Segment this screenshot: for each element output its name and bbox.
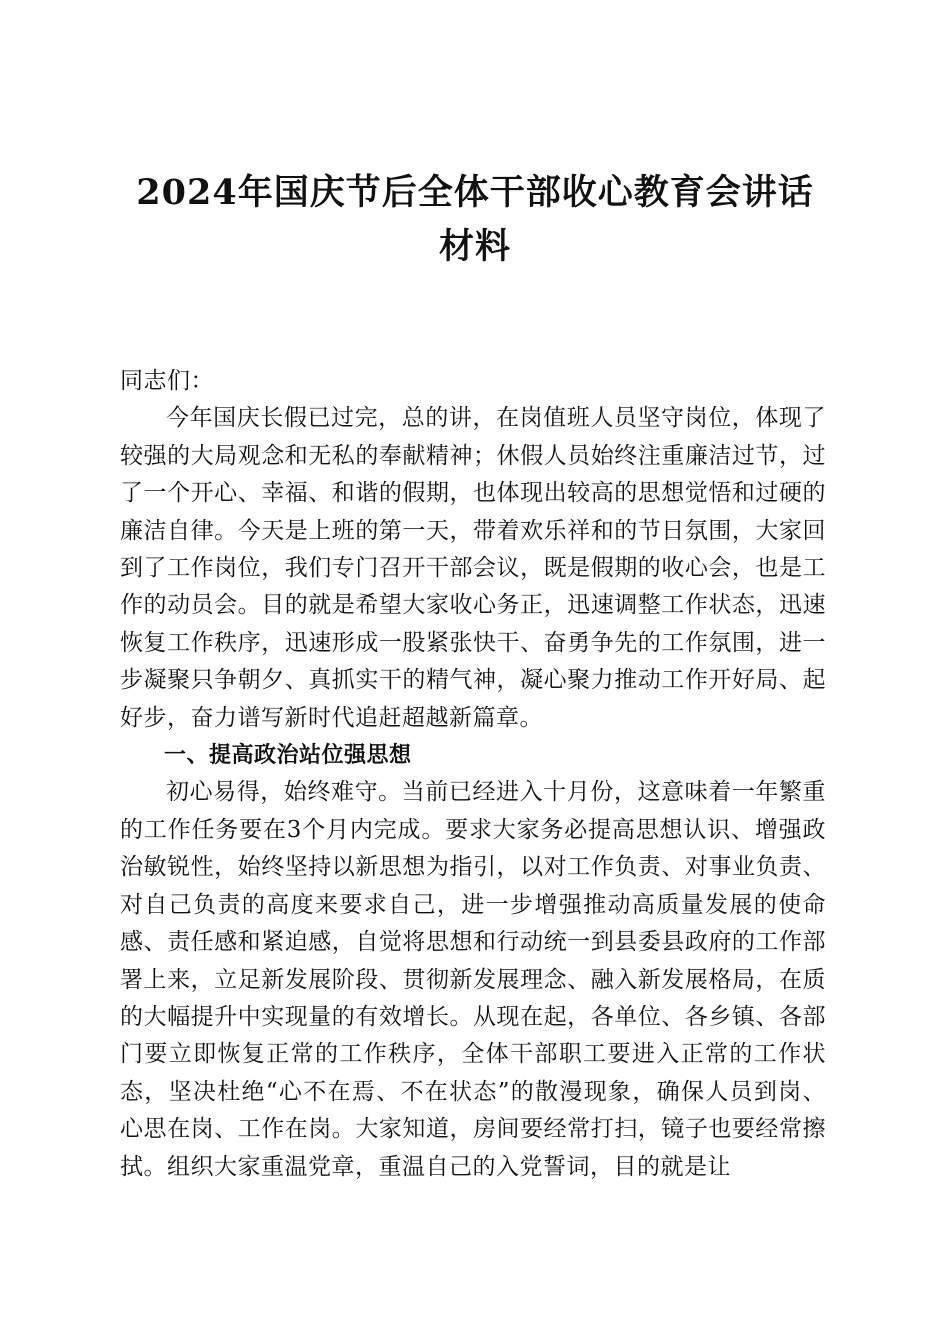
salutation: 同志们： bbox=[120, 368, 214, 394]
document-body bbox=[120, 363, 826, 1186]
section-1-paragraph: 初心易得，始终难守。当前已经进入十月份，这意味着一年繁重的工作任务要在3个月内完成。要求大家务必提高思想认识、增强政治敏锐性，始终坚持以新思想为指引，以对工作负责、对事业负责、对自己负责的高度来要求自己，进一步增强推动高质量发展的使命感、责任感和紧迫感，自觉将思想和行动统一到县委县政府的工作部署上来，立足新发展阶段、贯彻新发展理念、融入新发展格局，在质的大幅提升中实现量的有效增长。从现在起，各单位、各乡镇、各部门要立即恢复正常的工作秩序，全体干部职工要进入正常的工作状态，坚决杜绝“心不在焉、不在状态”的散漫现象，确保人员到岗、心思在岗、工作在岗。大家知道，房间要经常打扫，镜子也要经常擦拭。组织大家重温党章，重温自己的入党誓词，目的就是让 bbox=[120, 779, 826, 1180]
section-heading-1: 一、提高政治站位强思想 bbox=[164, 743, 412, 769]
document-title: 2024年国庆节后全体干部收心教育会讲话材料 bbox=[136, 172, 814, 267]
intro-paragraph: 今年国庆长假已过完，总的讲，在岗值班人员坚守岗位，体现了较强的大局观念和无私的奉献精神；休假人员始终注重廉洁过节，过了一个开心、幸福、和谐的假期，也体现出较高的思想觉悟和过硬的廉洁自律。今天是上班的第一天，带着欢乐祥和的节日氛围，大家回到了工作岗位，我们专门召开干部会议，既是假期的收心会，也是工作的动员会。目的就是希望大家收心务正，迅速调整工作状态，迅速恢复工作秩序，迅速形成一股紧张快干、奋勇争先的工作氛围，进一步凝聚只争朝夕、真抓实干的精气神，凝心聚力推动工作开好局、起好步，奋力谱写新时代追赶超越新篇章。 bbox=[120, 405, 826, 731]
